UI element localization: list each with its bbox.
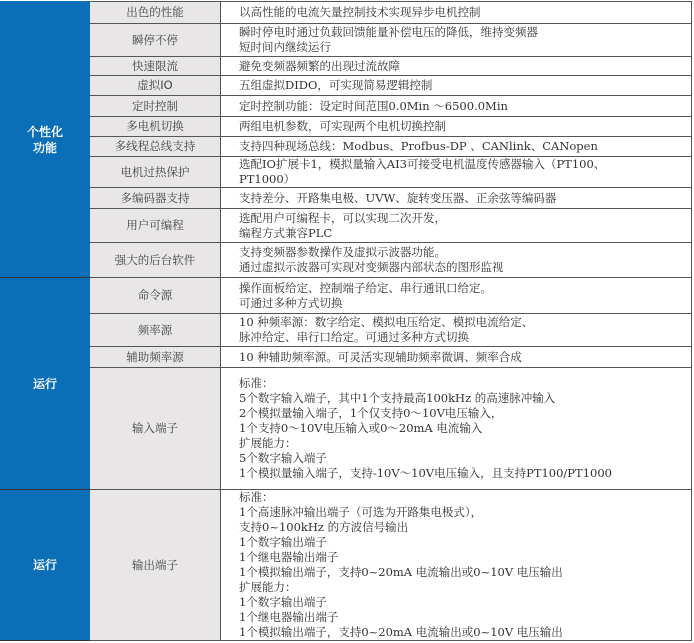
description-line: 1个继电器输出端子 — [239, 550, 339, 564]
description-line: 支持四种现场总线：Modbus、Profbus-DP 、CANlink、CANopen — [239, 139, 598, 153]
description-line: 扩展能力： — [239, 436, 297, 450]
feature-name: 频率源 — [90, 314, 221, 347]
feature-description — [221, 314, 692, 347]
description-line: 五组虚拟DIDO，可实现简易逻辑控制 — [239, 78, 433, 92]
feature-name: 多线程总线支持 — [90, 137, 221, 157]
group-label — [1, 2, 90, 278]
description-line: 5个数字输入端子 — [239, 451, 327, 465]
description-line: 短时间内继续运行 — [239, 40, 331, 54]
feature-description — [221, 24, 692, 57]
feature-description — [221, 368, 692, 490]
feature-description — [221, 76, 692, 96]
feature-name: 输入端子 — [90, 368, 221, 490]
description-line: 1个模拟输出端子，支持0~20mA 电流输出或0~10V 电压输出 — [239, 565, 563, 579]
description-line: 1个支持0～10V电压输入或0～20mA 电流输入 — [239, 421, 483, 435]
feature-name: 电机过热保护 — [90, 157, 221, 188]
table-row — [1, 314, 692, 347]
feature-description — [221, 209, 692, 243]
group-label — [1, 278, 90, 490]
feature-name: 出色的性能 — [90, 2, 221, 24]
feature-name: 用户可编程 — [90, 209, 221, 243]
description-line: 1个高速脉冲输出端子（可选为开路集电极式）， — [239, 505, 483, 519]
table-row — [1, 96, 692, 117]
table-row — [1, 24, 692, 57]
feature-name: 输出端子 — [90, 490, 221, 641]
table-row — [1, 76, 692, 96]
feature-description — [221, 57, 692, 76]
description-line: 标准： — [239, 376, 274, 390]
description-line: 扩展能力： — [239, 580, 297, 594]
group-label-text: 运行 — [32, 376, 57, 391]
feature-description — [221, 188, 692, 209]
feature-description — [221, 117, 692, 137]
table-row — [1, 209, 692, 243]
feature-name: 瞬停不停 — [90, 24, 221, 57]
feature-name: 辅助频率源 — [90, 347, 221, 368]
feature-name: 强大的后台软件 — [90, 243, 221, 278]
feature-name: 定时控制 — [90, 96, 221, 117]
description-line: 支持差分、开路集电极、UVW、旋转变压器、正余弦等编码器 — [239, 190, 557, 205]
description-line: 选配IO扩展卡1，模拟量输入AI3可接受电机温度传感器输入（PT100、 — [239, 157, 606, 171]
feature-description — [221, 490, 692, 641]
table-row — [1, 347, 692, 368]
feature-description — [221, 137, 692, 157]
description-line: 定时控制功能：设定时间范围0.0Min ～6500.0Min — [239, 98, 508, 113]
table-row — [1, 117, 692, 137]
description-line: 选配用户可编程卡，可以实现二次开发， — [239, 210, 446, 225]
table-row — [1, 368, 692, 490]
group-label — [1, 490, 90, 641]
table-row — [1, 157, 692, 188]
description-line: 2个模拟量输入端子，1个仅支持0～10V电压输入， — [239, 406, 503, 420]
table-row — [1, 278, 692, 314]
description-line: PT1000） — [239, 172, 296, 186]
description-line: 以高性能的电流矢量控制技术实现异步电机控制 — [239, 5, 481, 19]
table-row — [1, 188, 692, 209]
spec-table — [0, 1, 692, 641]
description-line: 可通过多种方式切换 — [239, 295, 343, 310]
group-label-text: 运行 — [32, 558, 57, 572]
feature-name: 命令源 — [90, 278, 221, 314]
feature-description — [221, 157, 692, 188]
feature-name: 快速限流 — [90, 57, 221, 76]
feature-description — [221, 2, 692, 24]
group-label-text: 个性化功能 — [27, 124, 64, 155]
description-line: 脉冲给定、串行口给定。可通过多种方式切换 — [239, 330, 469, 344]
table-row — [1, 57, 692, 76]
table-row — [1, 2, 692, 24]
description-line: 1个模拟输出端子，支持0~20mA 电流输出或0~10V 电压输出 — [239, 625, 563, 639]
description-line: 5个数字输入端子，其中1个支持最高100kHz 的高速脉冲输入 — [239, 391, 556, 405]
description-line: 操作面板给定、控制端子给定、串行通讯口给定。 — [239, 280, 492, 295]
description-line: 避免变频器频繁的出现过流故障 — [239, 58, 400, 73]
feature-name: 虚拟IO — [90, 76, 221, 96]
table-row — [1, 490, 692, 641]
feature-name: 多编码器支持 — [90, 188, 221, 209]
table-row — [1, 137, 692, 157]
description-line: 编程方式兼容PLC — [239, 225, 333, 240]
description-line: 1个数字输出端子 — [239, 595, 327, 609]
feature-description — [221, 347, 692, 368]
feature-description — [221, 243, 692, 278]
description-line: 1个模拟量输入端子，支持-10V～10V电压输入，且支持PT100/PT1000 — [239, 466, 612, 480]
description-line: 标准： — [239, 490, 274, 504]
description-line: 通过虚拟示波器可实现对变频器内部状态的图形监视 — [239, 260, 504, 274]
description-line: 两组电机参数，可实现两个电机切换控制 — [239, 119, 446, 133]
description-line: 瞬时停电时通过负载回馈能量补偿电压的降低，维持变频器 — [239, 25, 538, 39]
description-line: 支持0~100kHz 的方波信号输出 — [239, 520, 409, 534]
description-line: 支持变频器参数操作及虚拟示波器功能。 — [239, 245, 446, 259]
feature-name: 多电机切换 — [90, 117, 221, 137]
table-row — [1, 243, 692, 278]
description-line: 1个数字输出端子 — [239, 535, 327, 549]
description-line: 10 种频率源：数字给定、模拟电压给定、模拟电流给定、 — [239, 315, 534, 329]
description-line: 1个继电器输出端子 — [239, 610, 339, 624]
description-line: 10 种辅助频率源。可灵活实现辅助频率微调、频率合成 — [239, 349, 522, 364]
feature-description — [221, 96, 692, 117]
feature-description — [221, 278, 692, 314]
